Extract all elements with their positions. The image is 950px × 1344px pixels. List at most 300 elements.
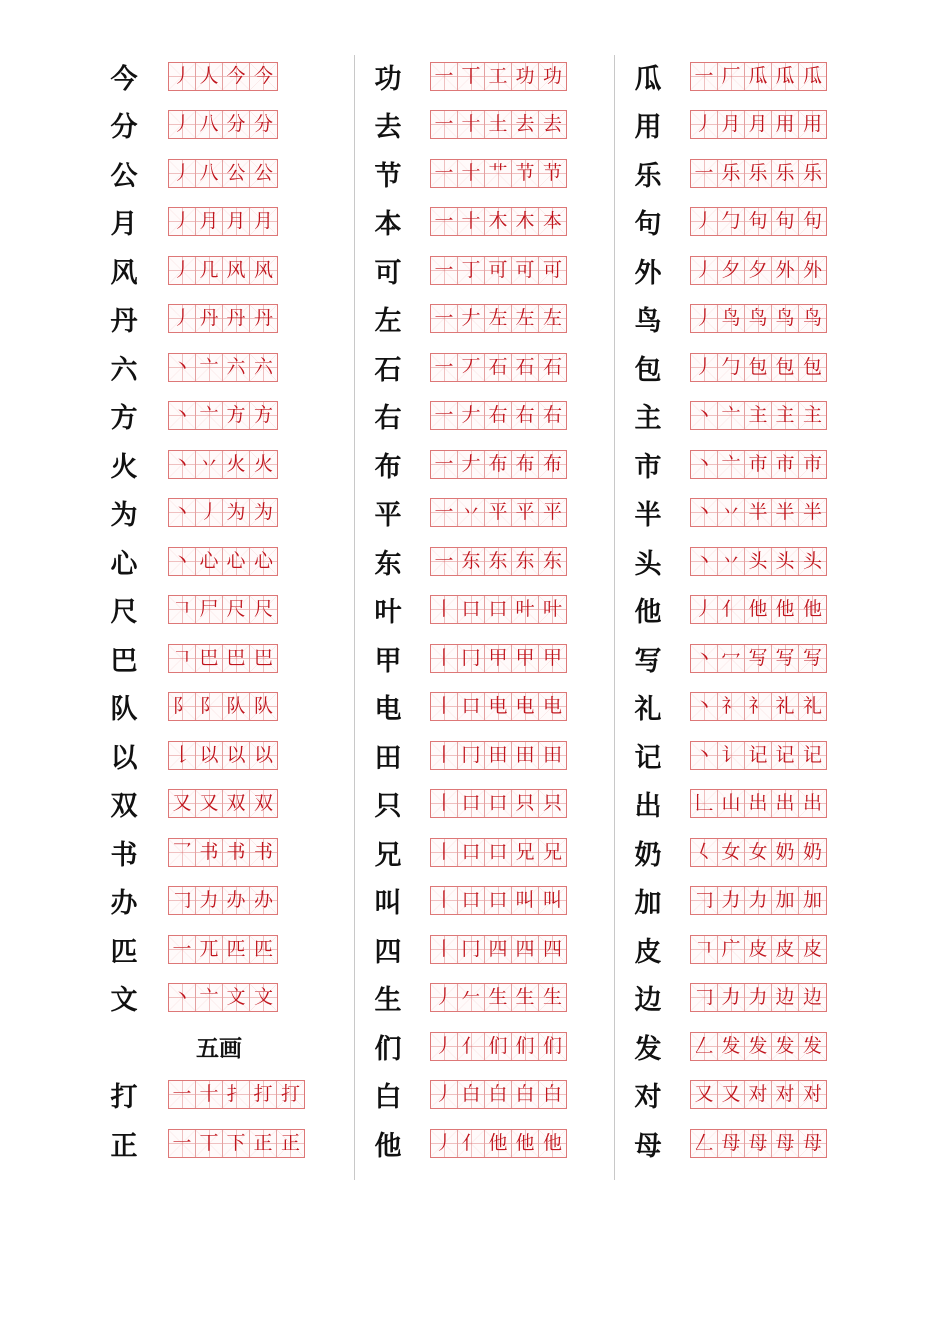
stroke-order-grid bbox=[690, 692, 827, 721]
character: 甲 bbox=[374, 645, 402, 677]
stroke-step-cell: 口 bbox=[485, 839, 512, 866]
character: 功 bbox=[374, 63, 402, 95]
stroke-step-cell: 奶 bbox=[799, 839, 826, 866]
stroke-step-cell: 亠 bbox=[196, 984, 223, 1011]
stroke-order-grid bbox=[690, 498, 827, 527]
stroke-step-cell: 市 bbox=[745, 451, 772, 478]
stroke-step-cell: 丨 bbox=[431, 936, 458, 963]
stroke-order-grid bbox=[168, 741, 278, 770]
stroke-step-cell: 口 bbox=[458, 596, 485, 623]
stroke-step-cell: 丿 bbox=[431, 1081, 458, 1108]
character: 左 bbox=[374, 306, 402, 338]
stroke-step-cell: 句 bbox=[745, 208, 772, 235]
character: 兄 bbox=[374, 839, 402, 871]
character: 为 bbox=[110, 500, 138, 532]
stroke-step-cell: 他 bbox=[745, 596, 772, 623]
character-row bbox=[628, 537, 868, 586]
column-1 bbox=[104, 52, 344, 1168]
stroke-step-cell: 心 bbox=[223, 548, 250, 575]
character-row bbox=[628, 634, 868, 683]
stroke-step-cell: 半 bbox=[745, 499, 772, 526]
stroke-step-cell: 鸟 bbox=[745, 305, 772, 332]
stroke-step-cell: 句 bbox=[772, 208, 799, 235]
character: 东 bbox=[374, 548, 402, 580]
stroke-step-cell: 风 bbox=[250, 257, 277, 284]
character: 节 bbox=[374, 160, 402, 192]
stroke-step-cell: 记 bbox=[745, 742, 772, 769]
character: 正 bbox=[110, 1130, 138, 1162]
stroke-step-cell: 厂 bbox=[718, 63, 745, 90]
stroke-order-grid bbox=[690, 1032, 827, 1061]
stroke-step-cell: 十 bbox=[458, 208, 485, 235]
stroke-step-cell: 力 bbox=[718, 984, 745, 1011]
stroke-step-cell: 石 bbox=[485, 354, 512, 381]
character-row bbox=[104, 634, 344, 683]
stroke-step-cell: 夕 bbox=[745, 257, 772, 284]
character: 只 bbox=[374, 791, 402, 823]
stroke-order-grid bbox=[430, 450, 567, 479]
character-row bbox=[628, 1071, 868, 1120]
stroke-step-cell: 丷 bbox=[718, 548, 745, 575]
stroke-step-cell: 丨 bbox=[431, 596, 458, 623]
character-row bbox=[368, 295, 598, 344]
stroke-step-cell: 尺 bbox=[250, 596, 277, 623]
character: 以 bbox=[110, 742, 138, 774]
character-row bbox=[368, 440, 598, 489]
character-row bbox=[628, 974, 868, 1023]
stroke-order-grid bbox=[430, 838, 567, 867]
stroke-step-cell: 市 bbox=[799, 451, 826, 478]
stroke-step-cell: 电 bbox=[512, 693, 539, 720]
character-row bbox=[368, 1119, 598, 1168]
stroke-step-cell: 田 bbox=[539, 742, 566, 769]
stroke-order-grid bbox=[430, 692, 567, 721]
stroke-order-grid bbox=[430, 547, 567, 576]
stroke-step-cell: 亠 bbox=[718, 402, 745, 429]
stroke-order-grid bbox=[168, 1129, 305, 1158]
stroke-step-cell: 心 bbox=[196, 548, 223, 575]
stroke-step-cell: 六 bbox=[223, 354, 250, 381]
character-row bbox=[104, 149, 344, 198]
stroke-step-cell: 东 bbox=[485, 548, 512, 575]
stroke-step-cell: 生 bbox=[512, 984, 539, 1011]
stroke-step-cell: 叶 bbox=[539, 596, 566, 623]
character: 半 bbox=[634, 500, 662, 532]
stroke-step-cell: 月 bbox=[250, 208, 277, 235]
stroke-step-cell: 生 bbox=[485, 984, 512, 1011]
stroke-order-grid bbox=[690, 304, 827, 333]
stroke-step-cell: 文 bbox=[250, 984, 277, 1011]
stroke-step-cell: 丶 bbox=[691, 645, 718, 672]
stroke-order-grid bbox=[430, 401, 567, 430]
stroke-step-cell: 功 bbox=[539, 63, 566, 90]
stroke-step-cell: 平 bbox=[485, 499, 512, 526]
stroke-step-cell: 口 bbox=[458, 693, 485, 720]
stroke-step-cell: 瓜 bbox=[799, 63, 826, 90]
character: 记 bbox=[634, 742, 662, 774]
stroke-step-cell: 外 bbox=[772, 257, 799, 284]
stroke-order-grid bbox=[168, 983, 278, 1012]
stroke-step-cell: 用 bbox=[799, 111, 826, 138]
stroke-step-cell: 左 bbox=[485, 305, 512, 332]
stroke-step-cell: 生 bbox=[539, 984, 566, 1011]
stroke-step-cell: 一 bbox=[431, 354, 458, 381]
character: 尺 bbox=[110, 597, 138, 629]
character: 分 bbox=[110, 112, 138, 144]
character-row bbox=[368, 1071, 598, 1120]
character-row bbox=[104, 489, 344, 538]
stroke-order-grid bbox=[168, 207, 278, 236]
stroke-step-cell: 办 bbox=[223, 887, 250, 914]
stroke-step-cell: 田 bbox=[512, 742, 539, 769]
stroke-step-cell: 匹 bbox=[250, 936, 277, 963]
character-row bbox=[104, 925, 344, 974]
stroke-step-cell: 平 bbox=[539, 499, 566, 526]
stroke-step-cell: 阝 bbox=[196, 693, 223, 720]
stroke-step-cell: 可 bbox=[485, 257, 512, 284]
stroke-order-grid bbox=[430, 1129, 567, 1158]
stroke-order-grid bbox=[690, 935, 827, 964]
stroke-step-cell: 右 bbox=[539, 402, 566, 429]
stroke-order-grid bbox=[430, 935, 567, 964]
stroke-step-cell: 扌 bbox=[223, 1081, 250, 1108]
character: 心 bbox=[110, 548, 138, 580]
character: 方 bbox=[110, 403, 138, 435]
stroke-step-cell: 主 bbox=[745, 402, 772, 429]
character-row bbox=[104, 1071, 344, 1120]
stroke-step-cell: 礻 bbox=[745, 693, 772, 720]
character: 瓜 bbox=[634, 63, 662, 95]
character-row bbox=[104, 295, 344, 344]
stroke-step-cell: 平 bbox=[512, 499, 539, 526]
stroke-step-cell: 又 bbox=[718, 1081, 745, 1108]
stroke-step-cell: 左 bbox=[512, 305, 539, 332]
stroke-order-grid bbox=[690, 401, 827, 430]
column-3 bbox=[628, 52, 868, 1168]
stroke-step-cell: 半 bbox=[799, 499, 826, 526]
stroke-step-cell: 阝 bbox=[169, 693, 196, 720]
stroke-step-cell: 鸟 bbox=[799, 305, 826, 332]
stroke-step-cell: 书 bbox=[223, 839, 250, 866]
character: 市 bbox=[634, 451, 662, 483]
stroke-step-cell: 包 bbox=[772, 354, 799, 381]
stroke-step-cell: 人 bbox=[196, 63, 223, 90]
stroke-step-cell: 一 bbox=[169, 1130, 196, 1157]
character: 书 bbox=[110, 839, 138, 871]
stroke-step-cell: 去 bbox=[512, 111, 539, 138]
character-row bbox=[628, 586, 868, 635]
stroke-order-grid bbox=[168, 110, 278, 139]
character-row bbox=[628, 683, 868, 732]
stroke-step-cell: 主 bbox=[772, 402, 799, 429]
character: 月 bbox=[110, 209, 138, 241]
stroke-step-cell: 𠃍 bbox=[169, 596, 196, 623]
stroke-step-cell: 皮 bbox=[745, 936, 772, 963]
character-row bbox=[628, 489, 868, 538]
stroke-step-cell: 木 bbox=[512, 208, 539, 235]
stroke-step-cell: 母 bbox=[772, 1130, 799, 1157]
stroke-step-cell: 丿 bbox=[691, 208, 718, 235]
stroke-step-cell: 正 bbox=[277, 1130, 304, 1157]
stroke-step-cell: 一 bbox=[431, 208, 458, 235]
stroke-order-grid bbox=[168, 595, 278, 624]
stroke-step-cell: 队 bbox=[250, 693, 277, 720]
character: 公 bbox=[110, 160, 138, 192]
stroke-step-cell: 半 bbox=[772, 499, 799, 526]
stroke-step-cell: 头 bbox=[772, 548, 799, 575]
stroke-order-grid bbox=[168, 1080, 305, 1109]
stroke-step-cell: 发 bbox=[718, 1033, 745, 1060]
stroke-step-cell: 一 bbox=[691, 63, 718, 90]
stroke-step-cell: 丶 bbox=[691, 548, 718, 575]
stroke-step-cell: 电 bbox=[539, 693, 566, 720]
stroke-step-cell: 丶 bbox=[691, 499, 718, 526]
character-row bbox=[104, 246, 344, 295]
stroke-step-cell: 十 bbox=[196, 1081, 223, 1108]
stroke-step-cell: 冂 bbox=[458, 742, 485, 769]
stroke-step-cell: 甲 bbox=[485, 645, 512, 672]
stroke-step-cell: 匹 bbox=[223, 936, 250, 963]
section-heading-row bbox=[104, 1022, 344, 1071]
stroke-order-grid bbox=[430, 256, 567, 285]
character: 平 bbox=[374, 500, 402, 532]
stroke-step-cell: 公 bbox=[223, 160, 250, 187]
stroke-step-cell: 丿 bbox=[196, 499, 223, 526]
stroke-step-cell: 又 bbox=[196, 790, 223, 817]
stroke-step-cell: 丶 bbox=[691, 693, 718, 720]
stroke-step-cell: 鸟 bbox=[718, 305, 745, 332]
stroke-step-cell: 丷 bbox=[718, 499, 745, 526]
stroke-step-cell: 𠃋 bbox=[691, 1130, 718, 1157]
stroke-step-cell: 土 bbox=[485, 111, 512, 138]
stroke-order-grid bbox=[168, 498, 278, 527]
character-row bbox=[368, 586, 598, 635]
character: 母 bbox=[634, 1130, 662, 1162]
stroke-step-cell: 瓜 bbox=[745, 63, 772, 90]
stroke-step-cell: 丶 bbox=[169, 984, 196, 1011]
stroke-step-cell: 电 bbox=[485, 693, 512, 720]
stroke-step-cell: 母 bbox=[718, 1130, 745, 1157]
stroke-order-grid bbox=[168, 644, 278, 673]
character: 他 bbox=[634, 597, 662, 629]
character-row bbox=[368, 149, 598, 198]
character: 生 bbox=[374, 985, 402, 1017]
stroke-order-grid bbox=[168, 547, 278, 576]
stroke-order-grid bbox=[690, 353, 827, 382]
character-row bbox=[368, 392, 598, 441]
character: 六 bbox=[110, 354, 138, 386]
stroke-step-cell: 布 bbox=[512, 451, 539, 478]
character: 石 bbox=[374, 354, 402, 386]
stroke-step-cell: 丿 bbox=[431, 1130, 458, 1157]
stroke-step-cell: 又 bbox=[169, 790, 196, 817]
stroke-step-cell: 丶 bbox=[691, 451, 718, 478]
stroke-order-grid bbox=[690, 159, 827, 188]
stroke-step-cell: 山 bbox=[718, 790, 745, 817]
stroke-step-cell: 丶 bbox=[169, 354, 196, 381]
stroke-order-grid bbox=[430, 983, 567, 1012]
stroke-step-cell: 月 bbox=[196, 208, 223, 235]
stroke-step-cell: 乐 bbox=[745, 160, 772, 187]
stroke-step-cell: 丆 bbox=[458, 354, 485, 381]
stroke-step-cell: 丿 bbox=[691, 111, 718, 138]
character: 句 bbox=[634, 209, 662, 241]
stroke-order-grid bbox=[690, 110, 827, 139]
stroke-step-cell: 为 bbox=[250, 499, 277, 526]
character: 电 bbox=[374, 694, 402, 726]
stroke-step-cell: 丹 bbox=[250, 305, 277, 332]
character-row bbox=[368, 634, 598, 683]
stroke-order-grid bbox=[690, 62, 827, 91]
stroke-step-cell: 兄 bbox=[512, 839, 539, 866]
stroke-step-cell: 书 bbox=[250, 839, 277, 866]
stroke-step-cell: 一 bbox=[431, 548, 458, 575]
stroke-step-cell: 对 bbox=[772, 1081, 799, 1108]
character-row bbox=[628, 52, 868, 101]
character-row bbox=[368, 683, 598, 732]
stroke-step-cell: 丿 bbox=[169, 208, 196, 235]
stroke-step-cell: 丹 bbox=[223, 305, 250, 332]
stroke-step-cell: 礻 bbox=[718, 693, 745, 720]
stroke-step-cell: 发 bbox=[799, 1033, 826, 1060]
stroke-step-cell: 丨 bbox=[431, 887, 458, 914]
stroke-step-cell: 四 bbox=[539, 936, 566, 963]
character: 匹 bbox=[110, 936, 138, 968]
stroke-step-cell: 一 bbox=[431, 305, 458, 332]
stroke-step-cell: 石 bbox=[539, 354, 566, 381]
stroke-step-cell: 打 bbox=[277, 1081, 304, 1108]
character: 白 bbox=[374, 1082, 402, 1114]
stroke-step-cell: 去 bbox=[539, 111, 566, 138]
character-row bbox=[368, 828, 598, 877]
stroke-step-cell: 书 bbox=[196, 839, 223, 866]
stroke-step-cell: 亻 bbox=[458, 1033, 485, 1060]
stroke-order-grid bbox=[430, 304, 567, 333]
stroke-step-cell: 工 bbox=[485, 63, 512, 90]
character-row bbox=[628, 925, 868, 974]
stroke-order-grid bbox=[430, 353, 567, 382]
character: 他 bbox=[374, 1130, 402, 1162]
stroke-order-grid bbox=[168, 304, 278, 333]
stroke-step-cell: 叫 bbox=[539, 887, 566, 914]
character: 叶 bbox=[374, 597, 402, 629]
stroke-step-cell: 𠂇 bbox=[458, 402, 485, 429]
stroke-step-cell: 句 bbox=[799, 208, 826, 235]
character: 双 bbox=[110, 791, 138, 823]
stroke-step-cell: 外 bbox=[799, 257, 826, 284]
stroke-step-cell: 下 bbox=[223, 1130, 250, 1157]
stroke-step-cell: 只 bbox=[512, 790, 539, 817]
stroke-step-cell: 东 bbox=[458, 548, 485, 575]
stroke-step-cell: 亻 bbox=[718, 596, 745, 623]
stroke-step-cell: 𠄌 bbox=[169, 742, 196, 769]
stroke-step-cell: 丨 bbox=[431, 839, 458, 866]
stroke-step-cell: 兄 bbox=[539, 839, 566, 866]
stroke-step-cell: 甲 bbox=[512, 645, 539, 672]
stroke-step-cell: 主 bbox=[799, 402, 826, 429]
stroke-step-cell: 左 bbox=[539, 305, 566, 332]
stroke-step-cell: 节 bbox=[539, 160, 566, 187]
stroke-step-cell: 丨 bbox=[431, 693, 458, 720]
stroke-step-cell: 他 bbox=[539, 1130, 566, 1157]
stroke-step-cell: 𠃊 bbox=[691, 790, 718, 817]
character-row bbox=[628, 731, 868, 780]
stroke-step-cell: 力 bbox=[718, 887, 745, 914]
stroke-step-cell: 叶 bbox=[512, 596, 539, 623]
stroke-step-cell: 乐 bbox=[799, 160, 826, 187]
character-row bbox=[368, 925, 598, 974]
character-row bbox=[104, 392, 344, 441]
character-row bbox=[368, 974, 598, 1023]
stroke-order-grid bbox=[168, 692, 278, 721]
character-row bbox=[628, 295, 868, 344]
stroke-step-cell: 丶 bbox=[169, 451, 196, 478]
stroke-order-grid bbox=[690, 886, 827, 915]
stroke-step-cell: 公 bbox=[250, 160, 277, 187]
stroke-step-cell: 一 bbox=[431, 402, 458, 429]
character: 火 bbox=[110, 451, 138, 483]
stroke-step-cell: 甲 bbox=[539, 645, 566, 672]
stroke-step-cell: 布 bbox=[539, 451, 566, 478]
character-row bbox=[628, 877, 868, 926]
stroke-step-cell: 𠃍 bbox=[169, 645, 196, 672]
stroke-step-cell: 勹 bbox=[718, 208, 745, 235]
stroke-step-cell: 本 bbox=[539, 208, 566, 235]
character-row bbox=[368, 101, 598, 150]
stroke-step-cell: 力 bbox=[745, 984, 772, 1011]
character: 写 bbox=[634, 645, 662, 677]
character-row bbox=[104, 974, 344, 1023]
stroke-order-grid bbox=[430, 1032, 567, 1061]
character-row bbox=[628, 149, 868, 198]
stroke-step-cell: 丷 bbox=[196, 451, 223, 478]
stroke-step-cell: 风 bbox=[223, 257, 250, 284]
character: 主 bbox=[634, 403, 662, 435]
stroke-order-grid bbox=[430, 789, 567, 818]
character: 包 bbox=[634, 354, 662, 386]
character: 文 bbox=[110, 985, 138, 1017]
stroke-step-cell: 丁 bbox=[458, 257, 485, 284]
stroke-order-grid bbox=[690, 1129, 827, 1158]
character: 乐 bbox=[634, 160, 662, 192]
stroke-step-cell: 巴 bbox=[223, 645, 250, 672]
stroke-order-grid bbox=[430, 595, 567, 624]
stroke-step-cell: 以 bbox=[223, 742, 250, 769]
character: 奶 bbox=[634, 839, 662, 871]
stroke-step-cell: 方 bbox=[223, 402, 250, 429]
stroke-order-grid bbox=[430, 644, 567, 673]
character-row bbox=[104, 683, 344, 732]
stroke-step-cell: 丨 bbox=[431, 742, 458, 769]
stroke-step-cell: 白 bbox=[512, 1081, 539, 1108]
stroke-step-cell: 可 bbox=[539, 257, 566, 284]
character: 田 bbox=[374, 742, 402, 774]
stroke-step-cell: 方 bbox=[250, 402, 277, 429]
stroke-step-cell: 今 bbox=[250, 63, 277, 90]
stroke-step-cell: 冂 bbox=[458, 936, 485, 963]
stroke-step-cell: 丶 bbox=[169, 402, 196, 429]
stroke-step-cell: 丅 bbox=[196, 1130, 223, 1157]
stroke-step-cell: 口 bbox=[485, 887, 512, 914]
stroke-step-cell: 口 bbox=[485, 596, 512, 623]
stroke-step-cell: 力 bbox=[745, 887, 772, 914]
stroke-step-cell: 口 bbox=[458, 839, 485, 866]
stroke-step-cell: 布 bbox=[485, 451, 512, 478]
stroke-step-cell: 出 bbox=[745, 790, 772, 817]
stroke-order-grid bbox=[168, 401, 278, 430]
character-row bbox=[104, 440, 344, 489]
stroke-step-cell: 功 bbox=[512, 63, 539, 90]
